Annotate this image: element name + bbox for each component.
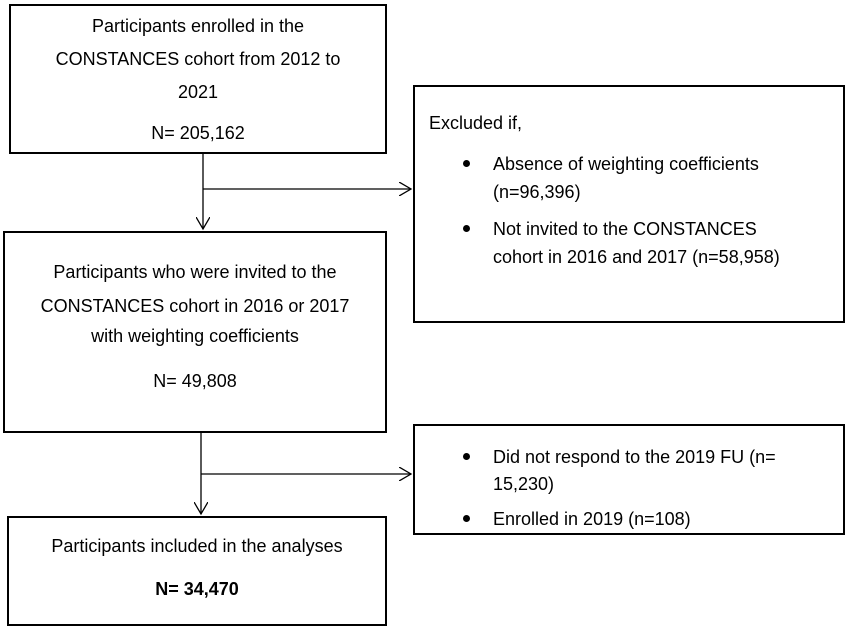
- bullet-dot: [463, 160, 470, 167]
- box-included: [7, 516, 387, 626]
- exclusion-1b-line-1: Not invited to the CONSTANCES: [493, 219, 757, 239]
- box-enrolled: [9, 4, 387, 154]
- exclusion-1a-line-2: (n=96,396): [493, 182, 581, 202]
- enrolled-line-2: CONSTANCES cohort from 2012 to: [55, 49, 341, 69]
- invited-line-1: Participants who were invited to the: [53, 262, 337, 282]
- enrolled-line-3: 2021: [177, 82, 219, 102]
- box-exclusion-2: [413, 424, 845, 535]
- enrolled-count: N= 205,162: [151, 123, 245, 143]
- exclusion-2a-line-2: 15,230): [493, 474, 555, 494]
- exclusion-heading: Excluded if,: [429, 113, 523, 133]
- bullet-dot: [463, 225, 470, 232]
- invited-line-2: CONSTANCES cohort in 2016 or 2017: [40, 296, 350, 316]
- exclusion-2a-line-1: Did not respond to the 2019 FU (n=: [493, 447, 776, 467]
- invited-count: N= 49,808: [153, 371, 237, 391]
- box-invited: [3, 231, 387, 433]
- exclusion-1b-line-2: cohort in 2016 and 2017 (n=58,958): [493, 247, 780, 267]
- included-title: Participants included in the analyses: [51, 536, 343, 556]
- box-exclusion-1: [413, 85, 845, 323]
- enrolled-line-1: Participants enrolled in the: [91, 16, 305, 36]
- exclusion-1a-line-1: Absence of weighting coefficients: [493, 154, 759, 174]
- included-count: N= 34,470: [155, 579, 239, 599]
- bullet-dot: [463, 515, 470, 522]
- bullet-dot: [463, 453, 470, 460]
- exclusion-2b-line-1: Enrolled in 2019 (n=108): [493, 509, 691, 529]
- invited-line-3: with weighting coefficients: [91, 326, 299, 346]
